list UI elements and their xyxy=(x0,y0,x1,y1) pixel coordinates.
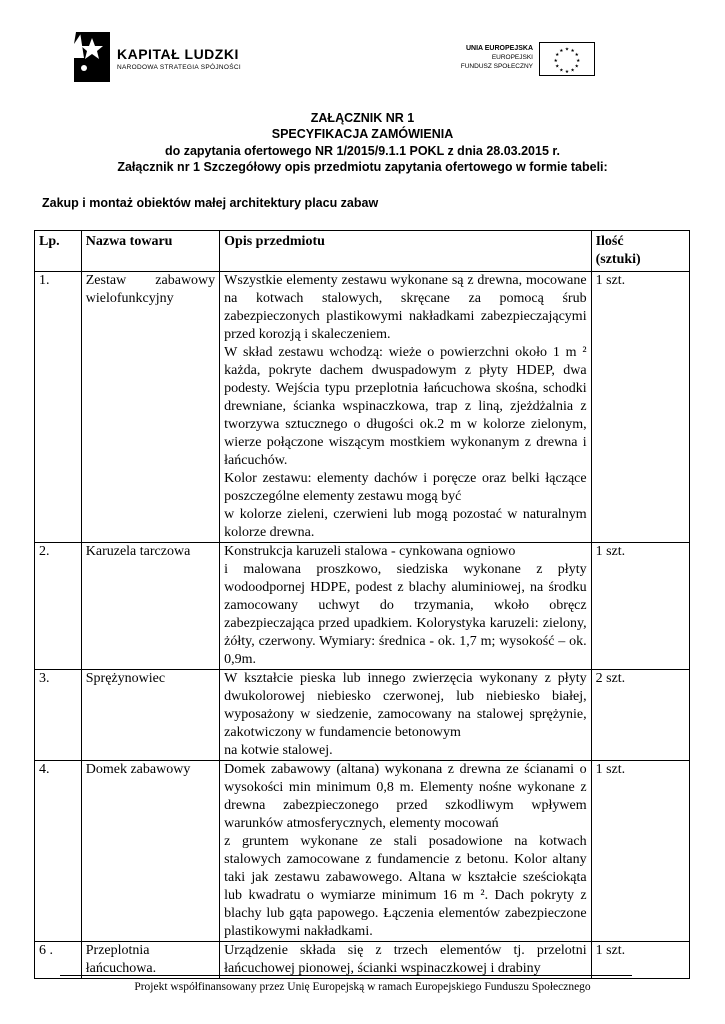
specification-table xyxy=(34,230,690,979)
attachment-description: Załącznik nr 1 Szczegółowy opis przedmiotu zapytania ofertowego w formie tabeli: xyxy=(117,160,608,174)
svg-text:★: ★ xyxy=(570,49,575,55)
svg-text:★: ★ xyxy=(553,58,558,64)
inquiry-reference: do zapytania ofertowego NR 1/2015/9.1.1 POKL z dnia 28.03.2015 r. xyxy=(164,144,561,158)
svg-text:★: ★ xyxy=(559,49,564,55)
table-row xyxy=(35,543,690,670)
ue-line-1: UNIA EUROPEJSKA xyxy=(465,45,533,52)
svg-text:★: ★ xyxy=(570,68,575,74)
row-quantity: 1 szt. xyxy=(591,942,689,979)
row-description xyxy=(220,272,591,543)
kapital-ludzki-emblem-icon xyxy=(70,28,112,84)
row-name: Sprężynowiec xyxy=(81,670,219,761)
svg-text:★: ★ xyxy=(555,53,560,59)
svg-text:★: ★ xyxy=(574,53,579,59)
description-paragraph: w kolorze zieleni, czerwieni lub mogą pozostać w naturalnym kolorze drewna. xyxy=(224,507,587,540)
specification-title: SPECYFIKACJA ZAMÓWIENIA xyxy=(271,127,454,141)
table-row xyxy=(35,942,690,979)
row-name: Karuzela tarczowa xyxy=(81,543,219,670)
description-paragraph: Urządzenie składa się z trzech elementów tj. przelotni łańcuchowej pionowej, ścianki wspinaczkowej i drabiny xyxy=(224,943,587,976)
table-row xyxy=(35,272,690,543)
row-lp: 6 . xyxy=(35,942,82,979)
description-paragraph: i malowana proszkowo, siedziska wykonane z płyty wodoodpornej HDPE, podest z blachy aluminiowej, na środku zamocowany uchwyt do trzymania, wkoło obręcz zabezpieczająca przed upadkiem. Kolorystyka karuzeli: zielony, żółty, czerwony. Wymiary: średnica - ok. 1,7 m; wysokość – ok. 0,9m. xyxy=(224,562,587,667)
svg-text:★: ★ xyxy=(564,47,570,53)
row-description xyxy=(220,942,591,979)
row-lp: 4. xyxy=(35,761,82,942)
row-name: Przeplotnia łańcuchowa. xyxy=(81,942,219,979)
row-quantity: 1 szt. xyxy=(591,543,689,670)
svg-text:★: ★ xyxy=(576,58,581,64)
row-lp: 2. xyxy=(35,543,82,670)
attachment-number: ZAŁĄCZNIK NR 1 xyxy=(310,111,415,125)
ue-line-3: FUNDUSZ SPOŁECZNY xyxy=(460,63,533,70)
row-quantity: 2 szt. xyxy=(591,670,689,761)
ue-logo-text xyxy=(461,44,533,71)
table-row xyxy=(35,761,690,942)
svg-text:★: ★ xyxy=(555,64,560,70)
kapital-ludzki-logo xyxy=(70,28,280,88)
header-quantity-line2: (sztuki) xyxy=(595,252,641,267)
description-paragraph: Wszystkie elementy zestawu wykonane są z drewna, mocowane na kotwach stalowych, skręcane za pomocą śrub zabezpieczonych plastikowymi nakładkami zabezpieczającymi przed korozją i skaleczeniem. xyxy=(224,273,587,342)
header-quantity xyxy=(591,231,689,272)
svg-text:★: ★ xyxy=(564,70,570,75)
table-row xyxy=(35,670,690,761)
row-name: Zestaw zabawowy wielofunkcyjny xyxy=(81,272,219,543)
footer-note: Projekt współfinansowany przez Unię Europejską w ramach Europejskiego Funduszu Społecznego xyxy=(134,981,591,993)
description-paragraph: W skład zestawu wchodzą: wieże o powierzchni około 1 m ² każda, pokryte dachem dwuspadowym z płyty HDEP, dwa podesty. Wejścia typu przeplotnia łańcuchowa skośna, schodki drewniane, ścianka wspinaczkowa, trap z liną, zjeżdżalnia z tworzywa sztucznego o długości ok.2 m w kolorze zielonym, wierze połączone wiszącym mostkiem wykonanym z drewna i łańcuchów. xyxy=(224,345,587,468)
kapital-ludzki-subtitle: NARODOWA STRATEGIA SPÓJNOŚCI xyxy=(117,64,241,71)
row-lp: 1. xyxy=(35,272,82,543)
procurement-subject: Zakup i montaż obiektów małej architektury placu zabaw xyxy=(42,196,379,210)
eu-flag-icon xyxy=(539,42,595,76)
row-description xyxy=(220,761,591,942)
row-quantity: 1 szt. xyxy=(591,272,689,543)
row-description xyxy=(220,543,591,670)
header-quantity-line1: Ilość xyxy=(595,234,624,249)
header-description: Opis przedmiotu xyxy=(220,231,591,272)
svg-text:★: ★ xyxy=(559,68,564,74)
row-description xyxy=(220,670,591,761)
footer-divider xyxy=(60,975,632,976)
row-name: Domek zabawowy xyxy=(81,761,219,942)
description-paragraph: na kotwie stalowej. xyxy=(224,743,333,758)
svg-text:★: ★ xyxy=(574,64,579,70)
header-name: Nazwa towaru xyxy=(81,231,219,272)
description-paragraph: z gruntem wykonane ze stali posadowione na kotwach stalowych zamocowane z fundamencie z betonu. Kolor altany taki jak zestawu zabawowego. Altana w kształcie sześciokąta lub kwadratu o wymiarze minimum 16 m ². Dach pokryty z blachy lub gąta papowego. Łączenia elementów zabezpieczone plastikowymi nakładkami. xyxy=(224,834,587,939)
row-quantity: 1 szt. xyxy=(591,761,689,942)
description-paragraph: Konstrukcja karuzeli stalowa - cynkowana ogniowo xyxy=(224,544,516,559)
ue-line-2: EUROPEJSKI xyxy=(491,54,533,61)
table-header-row xyxy=(35,231,690,272)
unia-europejska-logo xyxy=(455,42,595,78)
kapital-ludzki-title: KAPITAŁ LUDZKI xyxy=(117,46,239,62)
description-paragraph: Domek zabawowy (altana) wykonana z drewna ze ścianami o wysokości min minimum 0,8 m. Elementy nośne wykonane z drewna zabezpieczonego przed szkodliwym wpływem warunków atmosferycznych, elementy mocowań xyxy=(224,762,587,831)
row-lp: 3. xyxy=(35,670,82,761)
header-lp: Lp. xyxy=(35,231,82,272)
description-paragraph: W kształcie pieska lub innego zwierzęcia wykonany z płyty dwukolorowej niebiesko czerwonej, lub niebiesko białej, wyposażony w siedzenie, zamocowany na stalowej sprężynie, zakotwiczony w fundamencie betonowym xyxy=(224,671,587,740)
description-paragraph: Kolor zestawu: elementy dachów i poręcze oraz belki łączące poszczególne elementy zestawu mogą być xyxy=(224,471,587,504)
